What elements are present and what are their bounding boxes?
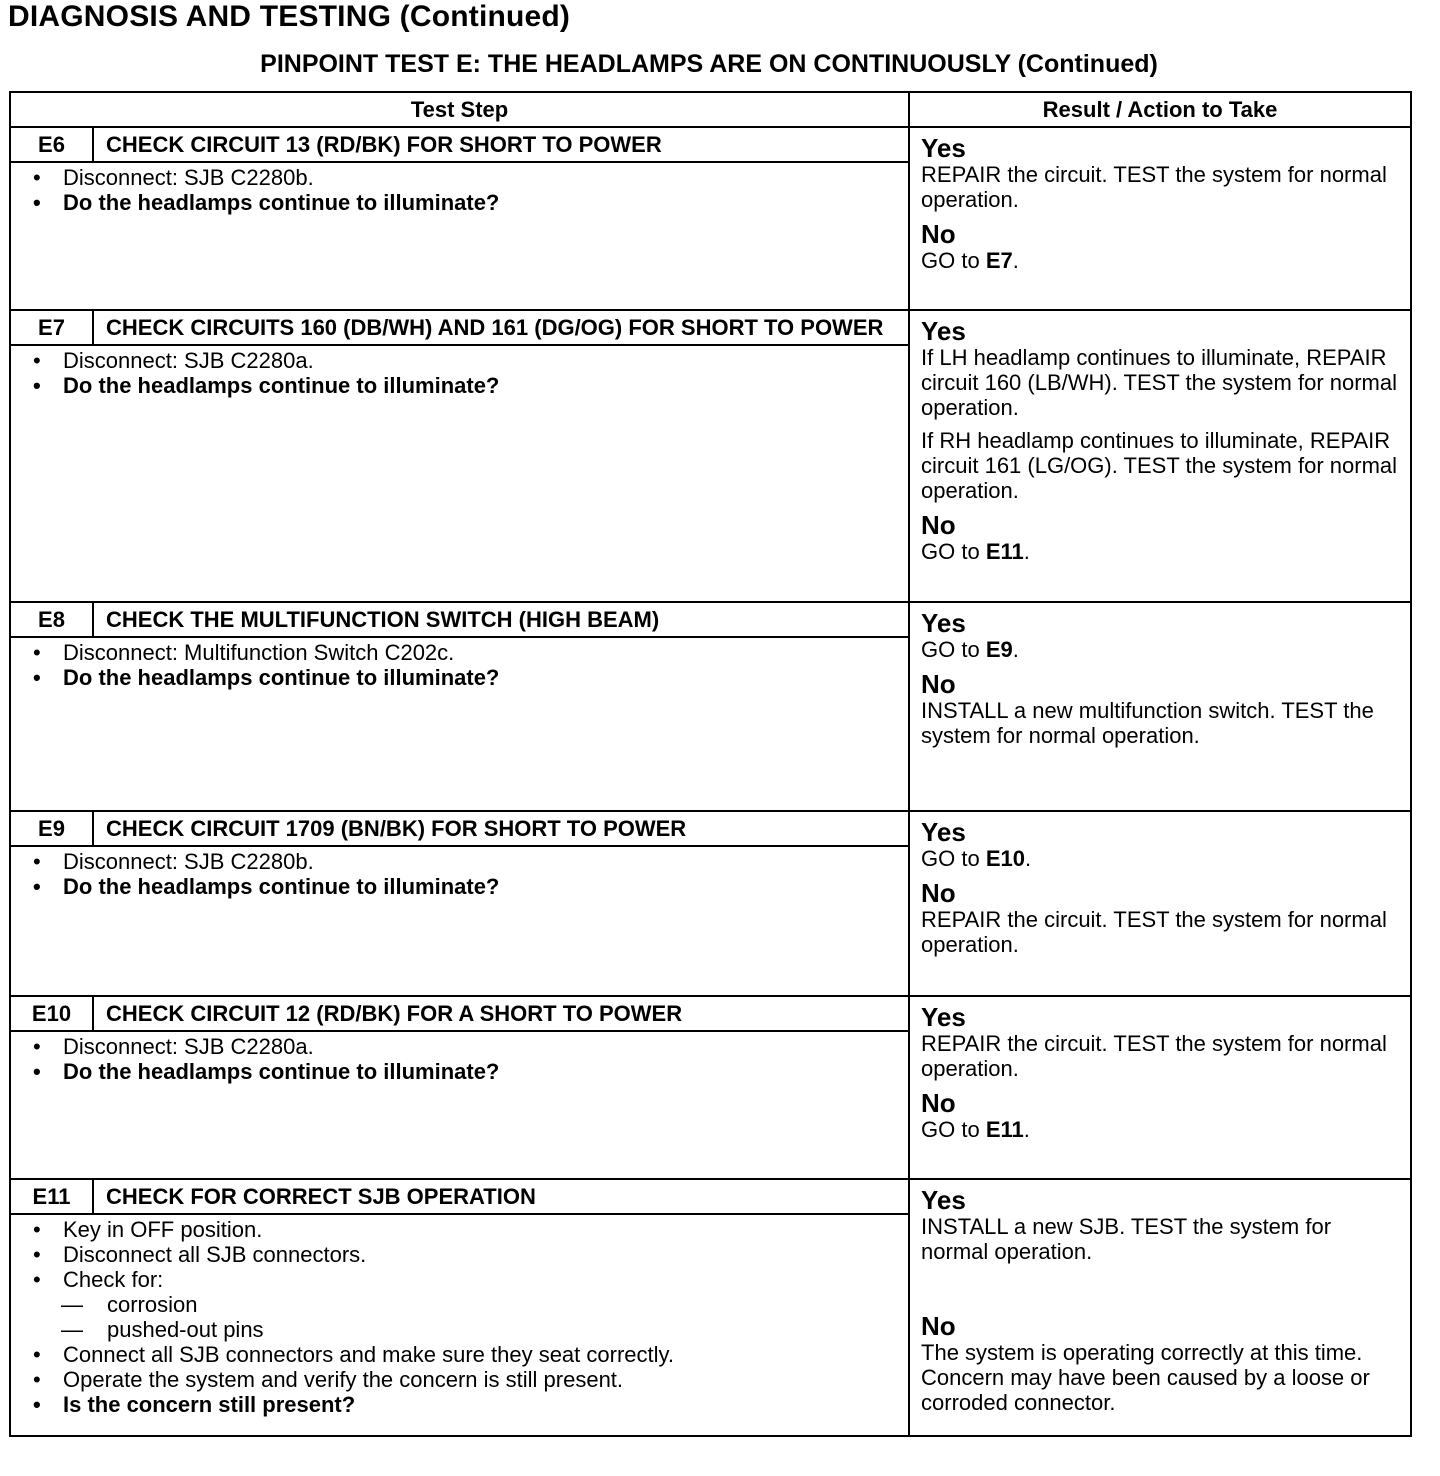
step-item [33, 1242, 898, 1267]
result-no-label: No [921, 878, 956, 908]
result-action-text [921, 1117, 1400, 1142]
result-period: . [1012, 248, 1019, 273]
step-item-list [33, 165, 898, 215]
result-no-label: No [921, 1311, 956, 1341]
result-go-to: GO to [921, 846, 986, 871]
result-step-ref: E7 [985, 248, 1013, 273]
result-no-label: No [921, 1088, 956, 1118]
result-go-to: GO to [921, 1117, 986, 1142]
step-item-text: Connect all SJB connectors and make sure they seat correctly. [63, 1342, 674, 1367]
bullet: • [33, 874, 41, 899]
step-item-text: Operate the system and verify the concern is still present. [63, 1367, 624, 1392]
step-id: E6 [10, 127, 93, 162]
result-period: . [1023, 1117, 1030, 1142]
result-period: . [1024, 846, 1032, 871]
step-item-text: Disconnect: SJB C2280a. [63, 348, 314, 373]
bullet: • [33, 665, 41, 690]
result-action-text: INSTALL a new SJB. TEST the system for normal operation. [921, 1214, 1332, 1264]
step-item [33, 849, 898, 874]
bullet: • [33, 190, 41, 215]
step-item [41, 1292, 898, 1317]
step-item-list [33, 1034, 898, 1084]
step-item-text: pushed-out pins [107, 1317, 264, 1342]
step-result [909, 811, 1411, 996]
section-header: DIAGNOSIS AND TESTING (Continued) [8, 0, 571, 33]
step-id: E10 [10, 996, 93, 1031]
step-title-row [10, 996, 1411, 1031]
pinpoint-test-table [9, 91, 1412, 1437]
step-item-text: Disconnect all SJB connectors. [63, 1242, 367, 1267]
result-action-text: If RH headlamp continues to illuminate, REPAIR circuit 161 (LG/OG). TEST the system for normal operation. [921, 428, 1398, 503]
result-yes-label: Yes [921, 316, 966, 346]
bullet: • [33, 1367, 41, 1392]
column-header-result: Result / Action to Take [909, 92, 1411, 127]
bullet: • [33, 1217, 41, 1242]
step-item-list [33, 849, 898, 899]
step-item-text: Do the headlamps continue to illuminate? [63, 665, 500, 690]
step-item [41, 1317, 898, 1342]
result-action-text [921, 248, 1400, 273]
result-period: . [1012, 637, 1019, 662]
step-item [33, 1034, 898, 1059]
step-body [10, 162, 909, 310]
step-item-list [33, 348, 898, 398]
step-body [10, 846, 909, 996]
result-no-label: No [921, 669, 956, 699]
result-no-label: No [921, 219, 956, 249]
bullet: • [33, 1267, 41, 1292]
bullet: • [33, 348, 41, 373]
step-item [33, 1367, 898, 1392]
step-result [909, 310, 1411, 602]
bullet: • [33, 165, 41, 190]
step-item [33, 1217, 898, 1242]
bullet: • [33, 1034, 41, 1059]
result-action-text: REPAIR the circuit. TEST the system for normal operation. [921, 162, 1387, 212]
bullet: • [33, 640, 41, 665]
step-item [33, 348, 898, 373]
step-title: CHECK FOR CORRECT SJB OPERATION [93, 1179, 909, 1214]
step-item-text: Do the headlamps continue to illuminate? [63, 874, 500, 899]
step-item [33, 874, 898, 899]
step-item-text: Disconnect: SJB C2280b. [63, 849, 314, 874]
step-title-row [10, 811, 1411, 846]
step-result [909, 1179, 1411, 1436]
result-no-label: No [921, 510, 956, 540]
bullet: • [33, 1392, 41, 1417]
step-id: E9 [10, 811, 93, 846]
bullet: • [33, 1242, 41, 1267]
step-id: E8 [10, 602, 93, 637]
step-item-text: Key in OFF position. [63, 1217, 263, 1242]
result-action-text: INSTALL a new multifunction switch. TEST the system for normal operation. [921, 698, 1374, 748]
step-id: E7 [10, 310, 93, 345]
step-title: CHECK CIRCUIT 13 (RD/BK) FOR SHORT TO POWER [93, 127, 909, 162]
step-item-text: Disconnect: Multifunction Switch C202c. [63, 640, 455, 665]
step-item [33, 373, 898, 398]
result-go-to: GO to [921, 637, 986, 662]
step-item-text: Is the concern still present? [63, 1392, 356, 1417]
result-action-text: If LH headlamp continues to illuminate, REPAIR circuit 160 (LB/WH). TEST the system for normal operation. [921, 345, 1398, 420]
result-action-text [921, 846, 1400, 871]
step-result [909, 996, 1411, 1179]
step-item-text: Disconnect: SJB C2280b. [63, 165, 314, 190]
step-item [33, 1059, 898, 1084]
step-id: E11 [10, 1179, 93, 1214]
table-header-row [10, 92, 1411, 127]
table-body [10, 127, 1411, 1436]
step-item [33, 1342, 898, 1367]
result-step-ref: E11 [985, 539, 1024, 564]
step-result [909, 127, 1411, 310]
step-item [33, 1267, 898, 1292]
step-item-text: Check for: [63, 1267, 164, 1292]
step-title: CHECK CIRCUIT 12 (RD/BK) FOR A SHORT TO POWER [93, 996, 909, 1031]
step-title-row [10, 602, 1411, 637]
step-title: CHECK CIRCUITS 160 (DB/WH) AND 161 (DG/OG) FOR SHORT TO POWER [93, 310, 909, 345]
result-action-text: The system is operating correctly at this time. Concern may have been caused by a loose or corroded connector. [921, 1340, 1370, 1415]
result-action-text: REPAIR the circuit. TEST the system for normal operation. [921, 907, 1387, 957]
step-body [10, 1031, 909, 1179]
result-step-ref: E11 [985, 1117, 1024, 1142]
step-item-text: Do the headlamps continue to illuminate? [63, 190, 500, 215]
step-item-list [33, 1217, 898, 1417]
step-item [33, 1392, 898, 1417]
step-title-row [10, 127, 1411, 162]
step-body [10, 1214, 909, 1436]
step-item [33, 665, 898, 690]
result-action-text [921, 637, 1400, 662]
step-item [33, 165, 898, 190]
step-item-text: Disconnect: SJB C2280a. [63, 1034, 314, 1059]
column-header-test-step: Test Step [10, 92, 909, 127]
step-title-row [10, 310, 1411, 345]
step-title: CHECK CIRCUIT 1709 (BN/BK) FOR SHORT TO POWER [93, 811, 909, 846]
result-go-to: GO to [921, 539, 986, 564]
result-step-ref: E9 [985, 637, 1013, 662]
result-yes-label: Yes [921, 608, 966, 638]
step-title-row [10, 1179, 1411, 1214]
bullet: • [33, 1059, 41, 1084]
result-action-text [921, 539, 1400, 564]
step-item-text: corrosion [107, 1292, 198, 1317]
step-item-text: Do the headlamps continue to illuminate? [63, 373, 500, 398]
step-body [10, 637, 909, 811]
step-item-text: Do the headlamps continue to illuminate? [63, 1059, 500, 1084]
dash-bullet: — [61, 1292, 83, 1317]
step-result [909, 602, 1411, 811]
result-period: . [1023, 539, 1030, 564]
step-item [33, 640, 898, 665]
result-action-text: REPAIR the circuit. TEST the system for normal operation. [921, 1031, 1387, 1081]
result-yes-label: Yes [921, 133, 966, 163]
result-go-to: GO to [921, 248, 986, 273]
bullet: • [33, 849, 41, 874]
step-item [33, 190, 898, 215]
step-body [10, 345, 909, 602]
pinpoint-test-title: PINPOINT TEST E: THE HEADLAMPS ARE ON CONTINUOUSLY (Continued) [260, 50, 1158, 78]
bullet: • [33, 1342, 41, 1367]
step-title: CHECK THE MULTIFUNCTION SWITCH (HIGH BEAM) [93, 602, 909, 637]
result-yes-label: Yes [921, 1002, 966, 1032]
result-yes-label: Yes [921, 817, 966, 847]
result-step-ref: E10 [985, 846, 1025, 871]
result-yes-label: Yes [921, 1185, 966, 1215]
step-item-list [33, 640, 898, 690]
dash-bullet: — [61, 1317, 83, 1342]
bullet: • [33, 373, 41, 398]
